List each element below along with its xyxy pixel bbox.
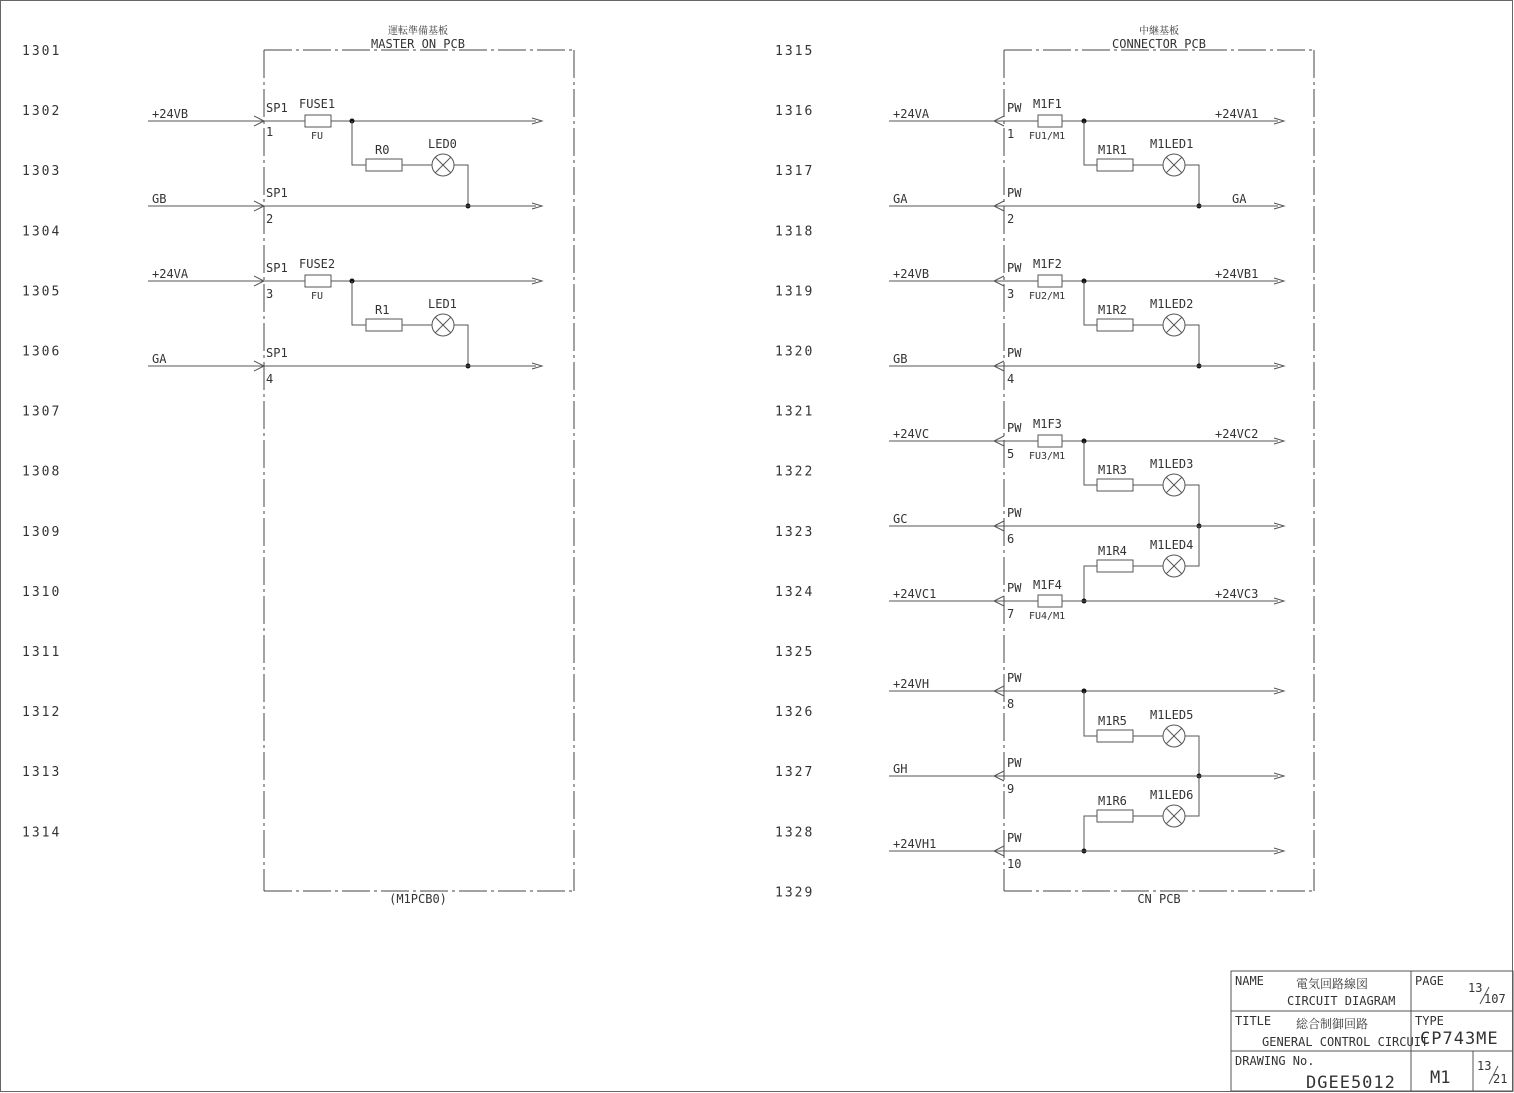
resistor-symbol [1097,730,1133,742]
led-label: M1LED3 [1150,457,1194,471]
resistor-symbol [1097,479,1133,491]
line-number: 1318 [775,224,815,240]
fuse-symbol [305,115,331,127]
right-signal-8 [889,671,1022,711]
line-number: 1326 [775,705,815,721]
fuse-type: FU3/M1 [1029,451,1066,462]
fuse-type: FU [311,131,324,142]
line-number: 1329 [775,885,815,901]
signal-label: GB [152,192,167,206]
fuse-type: FU4/M1 [1029,611,1066,622]
line-number: 1313 [22,765,62,781]
fuse-symbol [1038,275,1062,287]
line-number: 1327 [775,765,815,781]
right-circuit-3 [1004,417,1284,622]
resistor-label: R1 [375,303,390,317]
pin-number: 2 [266,212,274,226]
pin-number: 9 [1007,782,1015,796]
line-number: 1307 [22,404,62,420]
connector-label: SP1 [266,261,288,275]
pin-number: 7 [1007,607,1015,621]
output-label: GA [1232,192,1247,206]
page-label: PAGE [1415,974,1444,988]
pin-number: 10 [1007,857,1022,871]
title-block [1231,971,1513,1093]
pin-number: 8 [1007,697,1015,711]
line-number: 1304 [22,224,62,240]
line-numbers-left [22,44,61,840]
signal-label: +24VH1 [893,837,937,851]
signal-label: +24VB [152,107,189,121]
signal-label: GB [893,352,908,366]
resistor-symbol [1097,159,1133,171]
sheet-number: 13 [1477,1059,1492,1073]
fuse-label: M1F2 [1033,257,1062,271]
resistor-symbol [366,319,402,331]
signal-label: +24VC1 [893,587,937,601]
right-circuit-2 [1004,257,1284,369]
connector-label: PW [1007,421,1022,435]
fuse-type: FU [311,291,324,302]
led-label: M1LED5 [1150,708,1194,722]
led-label: LED1 [428,297,457,311]
led-label: M1LED4 [1150,538,1194,552]
resistor-label: M1R4 [1098,544,1127,558]
line-number: 1314 [22,825,62,841]
fuse-type: FU1/M1 [1029,131,1066,142]
line-number: 1312 [22,705,62,721]
connector-label: SP1 [266,101,288,115]
line-number: 1303 [22,164,62,180]
type-label: TYPE [1415,1014,1444,1028]
pin-number: 1 [266,125,274,139]
pin-number: 4 [266,372,274,386]
line-number: 1310 [22,584,62,600]
name-jp: 電気回路線図 [1296,977,1369,991]
right-signal-10 [889,831,1022,871]
drawing-number: DGEE5012 [1306,1073,1396,1093]
right-board [889,24,1314,906]
output-label: +24VB1 [1215,267,1259,281]
led-label: LED0 [428,137,457,151]
resistor-symbol [366,159,402,171]
fuse-label: FUSE1 [299,97,336,111]
page-total: 107 [1484,992,1506,1006]
line-number: 1311 [22,645,62,660]
signal-label: +24VA [893,107,930,121]
resistor-label: M1R3 [1098,463,1127,477]
right-board-title-jp: 中継基板 [1139,26,1179,37]
led-label: M1LED1 [1150,137,1194,151]
line-number: 1305 [22,284,62,300]
signal-label: +24VB [893,267,930,281]
led-label: M1LED6 [1150,788,1194,802]
signal-label: GA [152,352,167,366]
connector-label: PW [1007,506,1022,520]
connector-label: PW [1007,186,1022,200]
connector-label: PW [1007,671,1022,685]
connector-label: SP1 [266,346,288,360]
right-signal-9 [889,756,1022,796]
signal-label: GC [893,512,908,526]
line-number: 1309 [22,524,62,540]
resistor-symbol [1097,319,1133,331]
resistor-label: M1R1 [1098,143,1127,157]
sheet-total: 21 [1493,1072,1508,1086]
pin-number: 1 [1007,127,1015,141]
right-circuit-1 [1004,97,1284,209]
line-number: 1306 [22,344,62,360]
connector-label: SP1 [266,186,288,200]
resistor-symbol [1097,810,1133,822]
connector-label: PW [1007,831,1022,845]
line-number: 1323 [775,524,815,540]
pin-number: 3 [1007,287,1015,301]
signal-label: +24VA [152,267,189,281]
pin-number: 6 [1007,532,1015,546]
fuse-label: M1F3 [1033,417,1062,431]
led-label: M1LED2 [1150,297,1194,311]
fuse-type: FU2/M1 [1029,291,1066,302]
right-circuit-4 [1004,688,1284,854]
fuse-symbol [1038,435,1062,447]
right-signal-3 [889,261,1022,301]
signal-label: +24VH [893,677,930,691]
right-signal-2 [889,186,1022,226]
resistor-label: M1R2 [1098,303,1127,317]
resistor-label: M1R6 [1098,794,1127,808]
title-label: TITLE [1235,1014,1272,1028]
line-number: 1301 [22,44,62,59]
fuse-symbol [1038,595,1062,607]
fuse-label: M1F1 [1033,97,1062,111]
line-number: 1321 [775,404,815,420]
right-board-footer: CN PCB [1137,892,1181,906]
resistor-label: M1R5 [1098,714,1127,728]
connector-label: PW [1007,756,1022,770]
right-signal-1 [889,101,1022,141]
connector-label: PW [1007,101,1022,115]
line-number: 1320 [775,344,815,360]
name-label: NAME [1235,974,1264,988]
connector-label: PW [1007,261,1022,275]
pin-number: 5 [1007,447,1015,461]
pin-number: 4 [1007,372,1015,386]
line-number: 1316 [775,104,815,120]
line-numbers-right [775,44,814,900]
drawing-label: DRAWING No. [1235,1054,1315,1068]
right-signal-6 [889,506,1022,546]
left-circuit-2 [264,257,542,369]
resistor-symbol [1097,560,1133,572]
sheet-frame [1,1,1513,1092]
line-number: 1328 [775,825,815,841]
right-signal-4 [889,346,1022,386]
line-number: 1308 [22,464,62,480]
fuse-label: FUSE2 [299,257,336,271]
right-board-title-en: CONNECTOR PCB [1112,37,1206,51]
right-signal-5 [889,421,1022,461]
left-board-title-en: MASTER ON PCB [371,37,465,51]
line-number: 1322 [775,464,815,480]
left-signal-24vb [148,101,288,139]
fuse-symbol [305,275,331,287]
left-circuit-1 [264,97,542,209]
pin-number: 2 [1007,212,1015,226]
resistor-label: R0 [375,143,390,157]
line-number: 1317 [775,164,815,180]
type-value: CP743ME [1420,1029,1499,1049]
pin-number: 3 [266,287,274,301]
unit-value: M1 [1430,1068,1451,1088]
connector-label: PW [1007,346,1022,360]
right-signal-7 [889,581,1022,621]
fuse-symbol [1038,115,1062,127]
left-board-footer: (M1PCB0) [389,892,447,906]
signal-label: +24VC [893,427,930,441]
signal-label: GA [893,192,908,206]
name-en: CIRCUIT DIAGRAM [1287,994,1396,1008]
line-number: 1319 [775,284,815,300]
fuse-label: M1F4 [1033,578,1062,592]
line-number: 1325 [775,645,815,660]
left-board-title-jp: 運転準備基板 [388,26,448,37]
output-label: +24VA1 [1215,107,1259,121]
connector-label: PW [1007,581,1022,595]
line-number: 1315 [775,44,815,59]
line-number: 1302 [22,104,62,120]
output-label: +24VC3 [1215,587,1259,601]
output-label: +24VC2 [1215,427,1259,441]
signal-label: GH [893,762,908,776]
line-number: 1324 [775,584,815,600]
title-jp: 総合制御回路 [1296,1017,1369,1031]
left-board [148,24,574,906]
title-en: GENERAL CONTROL CIRCUIT [1262,1035,1429,1049]
page-number: 13 [1468,981,1483,995]
